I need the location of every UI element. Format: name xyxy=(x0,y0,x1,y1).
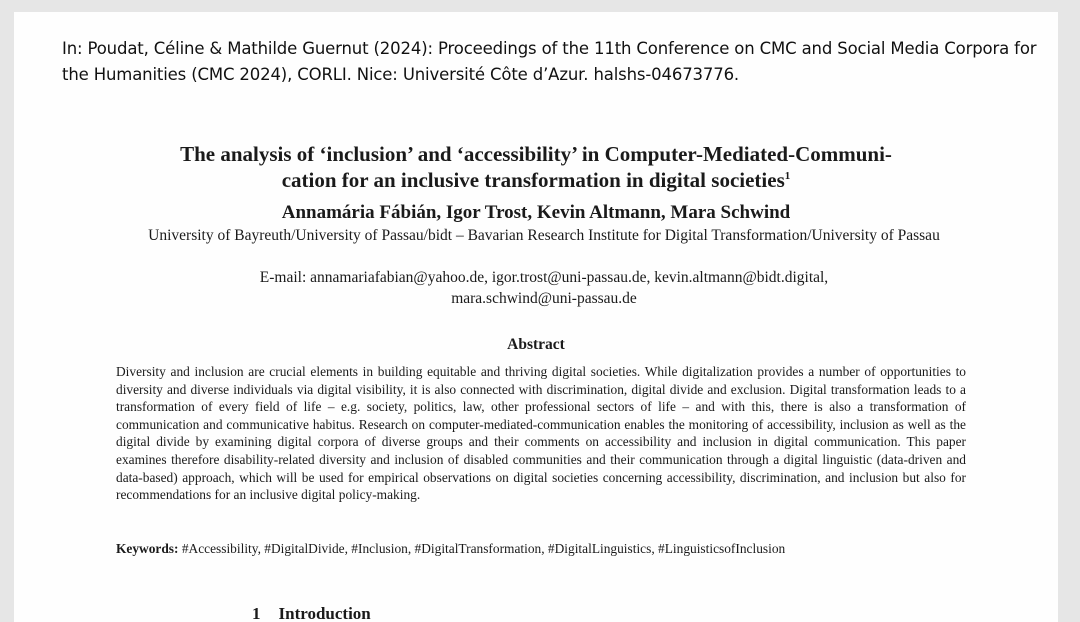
title-line-2 xyxy=(14,165,1058,191)
keywords xyxy=(116,540,966,558)
abstract-body: Diversity and inclusion are crucial elements in building equitable and thriving digital societies. While digitalization provides a number of opportunities to diversity and diverse individuals via digital visibility, it is also connected with discrimination, digital divide and exclusion. Digital transformation leads to a transformation of every field of life – e.g. society, politics, law, other professional sectors of life – and with this, there is also a transformation of communication and communicative habitus. Research on computer-mediated-communication enables the monitoring of accessibility, inclusion as well as the digital divide by examining digital corpora of diverse groups and their comments on accessibility and inclusion in digital communication. This paper examines therefore disability-related diversity and inclusion of disabled communities and their communication through a digital linguistic (data-driven and data-based) approach, which will be used for empirical observations on digital societies concerning accessibility, discrimination, and inclusion but also for recommendations for an inclusive digital policy-making. xyxy=(116,364,966,503)
section-heading xyxy=(252,604,371,622)
title-line-1: The analysis of ‘inclusion’ and ‘accessibility’ in Computer-Mediated-Communi- xyxy=(180,142,892,166)
abstract-heading: Abstract xyxy=(507,336,565,353)
email-block xyxy=(164,267,924,309)
authors: Annamária Fábián, Igor Trost, Kevin Altmann, Mara Schwind xyxy=(281,202,791,223)
paper-title xyxy=(14,143,1058,191)
section-number: 1 xyxy=(252,604,261,622)
email-line-1: E-mail: annamariafabian@yahoo.de, igor.trost@uni-passau.de, kevin.altmann@bidt.digital, xyxy=(259,269,829,286)
keywords-value: #Accessibility, #DigitalDivide, #Inclusion, #DigitalTransformation, #DigitalLinguistics, #LinguisticsofInclusion xyxy=(181,541,786,556)
footnote-mark: 1 xyxy=(784,170,791,182)
paper-page xyxy=(14,12,1058,622)
keywords-label: Keywords: xyxy=(116,541,179,556)
citation-header: In: Poudat, Céline & Mathilde Guernut (2024): Proceedings of the 11th Conference on CMC and Social Media Corpora for the Humanities (CMC 2024), CORLI. Nice: Université Côte d’Azur. halshs-04673776. xyxy=(62,39,1037,84)
title-line-2-text: cation for an inclusive transformation in digital societies xyxy=(281,168,785,192)
email-line-2: mara.schwind@uni-passau.de xyxy=(451,290,637,307)
section-title: Introduction xyxy=(278,604,371,622)
affiliation: University of Bayreuth/University of Passau/bidt – Bavarian Research Institute for Digital Transformation/University of Passau xyxy=(148,227,940,244)
